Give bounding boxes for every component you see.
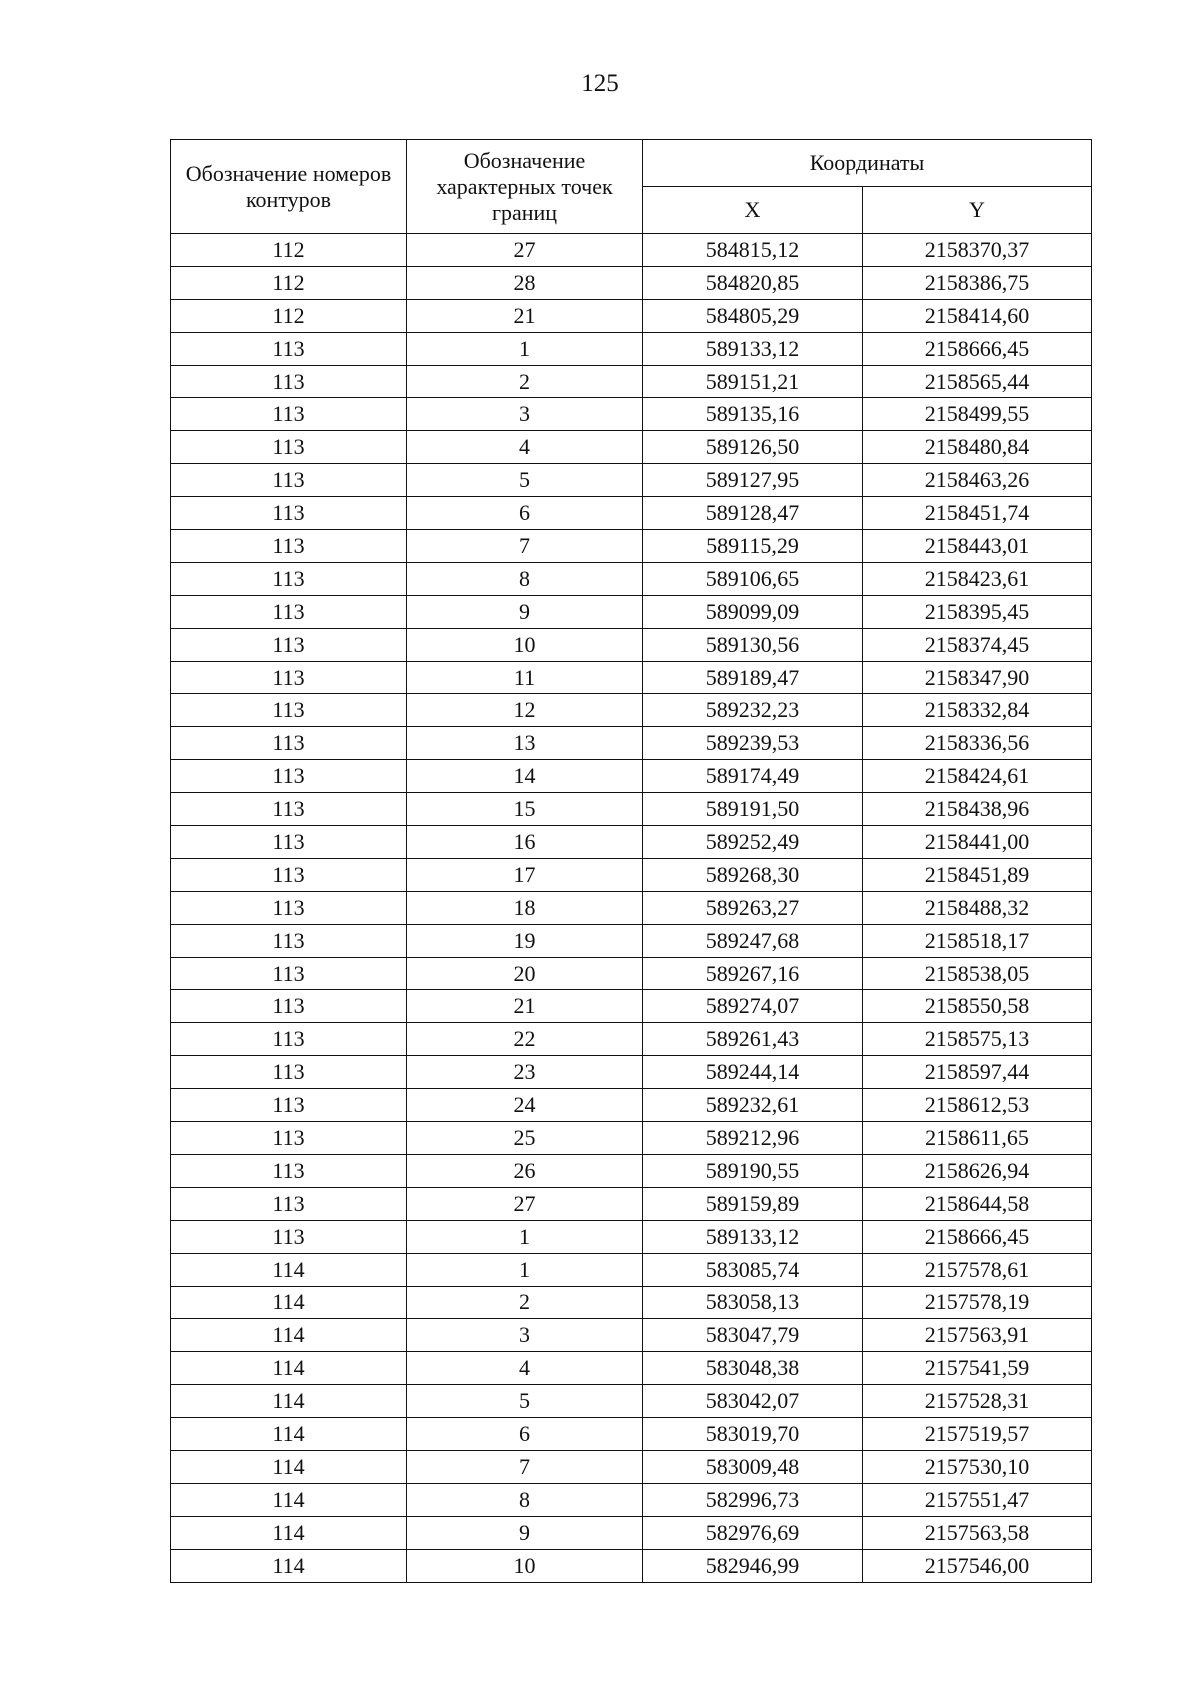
header-contour-numbers: Обозначение номеров контуров [171, 140, 407, 234]
table-row [171, 1220, 1092, 1253]
point-number-cell: 2 [407, 365, 643, 398]
point-number-cell: 11 [407, 661, 643, 694]
y-coordinate-cell: 2158336,56 [863, 727, 1092, 760]
header-boundary-points: Обозначение характерных точек границ [407, 140, 643, 234]
point-number-cell: 5 [407, 1385, 643, 1418]
contour-number-cell: 114 [171, 1385, 407, 1418]
point-number-cell: 8 [407, 562, 643, 595]
table-row [171, 858, 1092, 891]
table-row [171, 1385, 1092, 1418]
y-coordinate-cell: 2158423,61 [863, 562, 1092, 595]
x-coordinate-cell: 589115,29 [643, 530, 863, 563]
table-row [171, 793, 1092, 826]
table-header [171, 140, 1092, 234]
point-number-cell: 7 [407, 530, 643, 563]
contour-number-cell: 113 [171, 727, 407, 760]
contour-number-cell: 114 [171, 1352, 407, 1385]
contour-number-cell: 113 [171, 628, 407, 661]
contour-number-cell: 113 [171, 530, 407, 563]
y-coordinate-cell: 2158414,60 [863, 299, 1092, 332]
x-coordinate-cell: 589274,07 [643, 990, 863, 1023]
y-coordinate-cell: 2158374,45 [863, 628, 1092, 661]
x-coordinate-cell: 589212,96 [643, 1122, 863, 1155]
point-number-cell: 24 [407, 1089, 643, 1122]
x-coordinate-cell: 589133,12 [643, 1220, 863, 1253]
table-row [171, 1253, 1092, 1286]
point-number-cell: 1 [407, 1253, 643, 1286]
y-coordinate-cell: 2158575,13 [863, 1023, 1092, 1056]
table-row [171, 924, 1092, 957]
y-coordinate-cell: 2158612,53 [863, 1089, 1092, 1122]
table-row [171, 1483, 1092, 1516]
header-coordinates: Координаты [643, 140, 1092, 187]
x-coordinate-cell: 582996,73 [643, 1483, 863, 1516]
point-number-cell: 27 [407, 1187, 643, 1220]
contour-number-cell: 113 [171, 891, 407, 924]
x-coordinate-cell: 582976,69 [643, 1516, 863, 1549]
y-coordinate-cell: 2157541,59 [863, 1352, 1092, 1385]
x-coordinate-cell: 584815,12 [643, 234, 863, 267]
point-number-cell: 3 [407, 1319, 643, 1352]
contour-number-cell: 114 [171, 1450, 407, 1483]
contour-number-cell: 113 [171, 365, 407, 398]
point-number-cell: 15 [407, 793, 643, 826]
table-row [171, 1352, 1092, 1385]
point-number-cell: 5 [407, 464, 643, 497]
x-coordinate-cell: 583019,70 [643, 1418, 863, 1451]
contour-number-cell: 113 [171, 760, 407, 793]
contour-number-cell: 113 [171, 398, 407, 431]
x-coordinate-cell: 589252,49 [643, 826, 863, 859]
x-coordinate-cell: 589239,53 [643, 727, 863, 760]
contour-number-cell: 114 [171, 1549, 407, 1582]
page-number: 125 [581, 70, 619, 97]
table-body [171, 234, 1092, 1583]
point-number-cell: 9 [407, 1516, 643, 1549]
x-coordinate-cell: 589126,50 [643, 431, 863, 464]
contour-number-cell: 113 [171, 1122, 407, 1155]
contour-number-cell: 113 [171, 661, 407, 694]
x-coordinate-cell: 589159,89 [643, 1187, 863, 1220]
contour-number-cell: 113 [171, 562, 407, 595]
x-coordinate-cell: 589127,95 [643, 464, 863, 497]
contour-number-cell: 113 [171, 595, 407, 628]
point-number-cell: 12 [407, 694, 643, 727]
table-row [171, 1023, 1092, 1056]
y-coordinate-cell: 2158666,45 [863, 1220, 1092, 1253]
contour-number-cell: 113 [171, 1187, 407, 1220]
x-coordinate-cell: 589106,65 [643, 562, 863, 595]
table-row [171, 530, 1092, 563]
x-coordinate-cell: 583042,07 [643, 1385, 863, 1418]
x-coordinate-cell: 589232,61 [643, 1089, 863, 1122]
point-number-cell: 10 [407, 628, 643, 661]
table-row [171, 1450, 1092, 1483]
table-row [171, 661, 1092, 694]
y-coordinate-cell: 2158347,90 [863, 661, 1092, 694]
y-coordinate-cell: 2158451,74 [863, 497, 1092, 530]
y-coordinate-cell: 2157551,47 [863, 1483, 1092, 1516]
table-row [171, 398, 1092, 431]
table-row [171, 562, 1092, 595]
y-coordinate-cell: 2157528,31 [863, 1385, 1092, 1418]
point-number-cell: 17 [407, 858, 643, 891]
table-row [171, 266, 1092, 299]
y-coordinate-cell: 2158626,94 [863, 1154, 1092, 1187]
table-row [171, 1549, 1092, 1582]
x-coordinate-cell: 584820,85 [643, 266, 863, 299]
table-row [171, 595, 1092, 628]
coordinates-table [170, 139, 1092, 1583]
table-row [171, 628, 1092, 661]
y-coordinate-cell: 2158538,05 [863, 957, 1092, 990]
x-coordinate-cell: 583085,74 [643, 1253, 863, 1286]
y-coordinate-cell: 2158480,84 [863, 431, 1092, 464]
contour-number-cell: 113 [171, 1023, 407, 1056]
point-number-cell: 9 [407, 595, 643, 628]
point-number-cell: 7 [407, 1450, 643, 1483]
x-coordinate-cell: 583048,38 [643, 1352, 863, 1385]
y-coordinate-cell: 2158441,00 [863, 826, 1092, 859]
point-number-cell: 6 [407, 1418, 643, 1451]
point-number-cell: 19 [407, 924, 643, 957]
table-row [171, 1056, 1092, 1089]
contour-number-cell: 113 [171, 990, 407, 1023]
y-coordinate-cell: 2157546,00 [863, 1549, 1092, 1582]
contour-number-cell: 113 [171, 464, 407, 497]
y-coordinate-cell: 2158370,37 [863, 234, 1092, 267]
contour-number-cell: 112 [171, 299, 407, 332]
table-row [171, 1122, 1092, 1155]
contour-number-cell: 113 [171, 332, 407, 365]
table-row [171, 957, 1092, 990]
table-row [171, 760, 1092, 793]
x-coordinate-cell: 589267,16 [643, 957, 863, 990]
x-coordinate-cell: 589151,21 [643, 365, 863, 398]
point-number-cell: 2 [407, 1286, 643, 1319]
point-number-cell: 21 [407, 299, 643, 332]
point-number-cell: 1 [407, 1220, 643, 1253]
x-coordinate-cell: 589190,55 [643, 1154, 863, 1187]
table-row [171, 234, 1092, 267]
point-number-cell: 20 [407, 957, 643, 990]
table-row [171, 1154, 1092, 1187]
y-coordinate-cell: 2158565,44 [863, 365, 1092, 398]
table-row [171, 1089, 1092, 1122]
y-coordinate-cell: 2157563,91 [863, 1319, 1092, 1352]
point-number-cell: 4 [407, 431, 643, 464]
table-row [171, 464, 1092, 497]
y-coordinate-cell: 2158438,96 [863, 793, 1092, 826]
point-number-cell: 23 [407, 1056, 643, 1089]
contour-number-cell: 114 [171, 1483, 407, 1516]
table-row [171, 990, 1092, 1023]
point-number-cell: 18 [407, 891, 643, 924]
point-number-cell: 21 [407, 990, 643, 1023]
contour-number-cell: 113 [171, 694, 407, 727]
contour-number-cell: 113 [171, 826, 407, 859]
contour-number-cell: 113 [171, 793, 407, 826]
contour-number-cell: 114 [171, 1418, 407, 1451]
x-coordinate-cell: 589244,14 [643, 1056, 863, 1089]
point-number-cell: 3 [407, 398, 643, 431]
contour-number-cell: 114 [171, 1516, 407, 1549]
y-coordinate-cell: 2158395,45 [863, 595, 1092, 628]
x-coordinate-cell: 582946,99 [643, 1549, 863, 1582]
y-coordinate-cell: 2157530,10 [863, 1450, 1092, 1483]
y-coordinate-cell: 2157563,58 [863, 1516, 1092, 1549]
y-coordinate-cell: 2158424,61 [863, 760, 1092, 793]
y-coordinate-cell: 2158332,84 [863, 694, 1092, 727]
contour-number-cell: 114 [171, 1253, 407, 1286]
x-coordinate-cell: 589268,30 [643, 858, 863, 891]
contour-number-cell: 112 [171, 266, 407, 299]
point-number-cell: 6 [407, 497, 643, 530]
y-coordinate-cell: 2157519,57 [863, 1418, 1092, 1451]
x-coordinate-cell: 589133,12 [643, 332, 863, 365]
y-coordinate-cell: 2157578,61 [863, 1253, 1092, 1286]
x-coordinate-cell: 589174,49 [643, 760, 863, 793]
contour-number-cell: 113 [171, 1089, 407, 1122]
contour-number-cell: 113 [171, 924, 407, 957]
y-coordinate-cell: 2158451,89 [863, 858, 1092, 891]
x-coordinate-cell: 584805,29 [643, 299, 863, 332]
y-coordinate-cell: 2158611,65 [863, 1122, 1092, 1155]
x-coordinate-cell: 589247,68 [643, 924, 863, 957]
x-coordinate-cell: 589135,16 [643, 398, 863, 431]
point-number-cell: 14 [407, 760, 643, 793]
point-number-cell: 26 [407, 1154, 643, 1187]
y-coordinate-cell: 2158488,32 [863, 891, 1092, 924]
table-row [171, 891, 1092, 924]
y-coordinate-cell: 2158644,58 [863, 1187, 1092, 1220]
header-x: X [643, 187, 863, 234]
x-coordinate-cell: 583058,13 [643, 1286, 863, 1319]
point-number-cell: 1 [407, 332, 643, 365]
x-coordinate-cell: 589261,43 [643, 1023, 863, 1056]
point-number-cell: 10 [407, 1549, 643, 1582]
table-row [171, 1516, 1092, 1549]
y-coordinate-cell: 2157578,19 [863, 1286, 1092, 1319]
table-row [171, 332, 1092, 365]
y-coordinate-cell: 2158666,45 [863, 332, 1092, 365]
point-number-cell: 25 [407, 1122, 643, 1155]
y-coordinate-cell: 2158597,44 [863, 1056, 1092, 1089]
table-row [171, 365, 1092, 398]
point-number-cell: 4 [407, 1352, 643, 1385]
contour-number-cell: 113 [171, 1154, 407, 1187]
x-coordinate-cell: 589189,47 [643, 661, 863, 694]
point-number-cell: 8 [407, 1483, 643, 1516]
table-row [171, 694, 1092, 727]
x-coordinate-cell: 589263,27 [643, 891, 863, 924]
table-row [171, 299, 1092, 332]
y-coordinate-cell: 2158550,58 [863, 990, 1092, 1023]
contour-number-cell: 113 [171, 1220, 407, 1253]
table-row [171, 727, 1092, 760]
x-coordinate-cell: 589191,50 [643, 793, 863, 826]
point-number-cell: 13 [407, 727, 643, 760]
table-row [171, 1187, 1092, 1220]
table-row [171, 826, 1092, 859]
x-coordinate-cell: 589099,09 [643, 595, 863, 628]
table-row [171, 1319, 1092, 1352]
contour-number-cell: 113 [171, 497, 407, 530]
contour-number-cell: 113 [171, 1056, 407, 1089]
contour-number-cell: 112 [171, 234, 407, 267]
point-number-cell: 28 [407, 266, 643, 299]
y-coordinate-cell: 2158499,55 [863, 398, 1092, 431]
y-coordinate-cell: 2158518,17 [863, 924, 1092, 957]
x-coordinate-cell: 589232,23 [643, 694, 863, 727]
x-coordinate-cell: 583047,79 [643, 1319, 863, 1352]
contour-number-cell: 113 [171, 957, 407, 990]
y-coordinate-cell: 2158463,26 [863, 464, 1092, 497]
point-number-cell: 16 [407, 826, 643, 859]
contour-number-cell: 114 [171, 1286, 407, 1319]
x-coordinate-cell: 589128,47 [643, 497, 863, 530]
point-number-cell: 22 [407, 1023, 643, 1056]
y-coordinate-cell: 2158386,75 [863, 266, 1092, 299]
x-coordinate-cell: 589130,56 [643, 628, 863, 661]
x-coordinate-cell: 583009,48 [643, 1450, 863, 1483]
y-coordinate-cell: 2158443,01 [863, 530, 1092, 563]
contour-number-cell: 113 [171, 858, 407, 891]
point-number-cell: 27 [407, 234, 643, 267]
table-row [171, 1418, 1092, 1451]
table-row [171, 431, 1092, 464]
table-row [171, 497, 1092, 530]
contour-number-cell: 113 [171, 431, 407, 464]
header-y: Y [863, 187, 1092, 234]
table-row [171, 1286, 1092, 1319]
contour-number-cell: 114 [171, 1319, 407, 1352]
